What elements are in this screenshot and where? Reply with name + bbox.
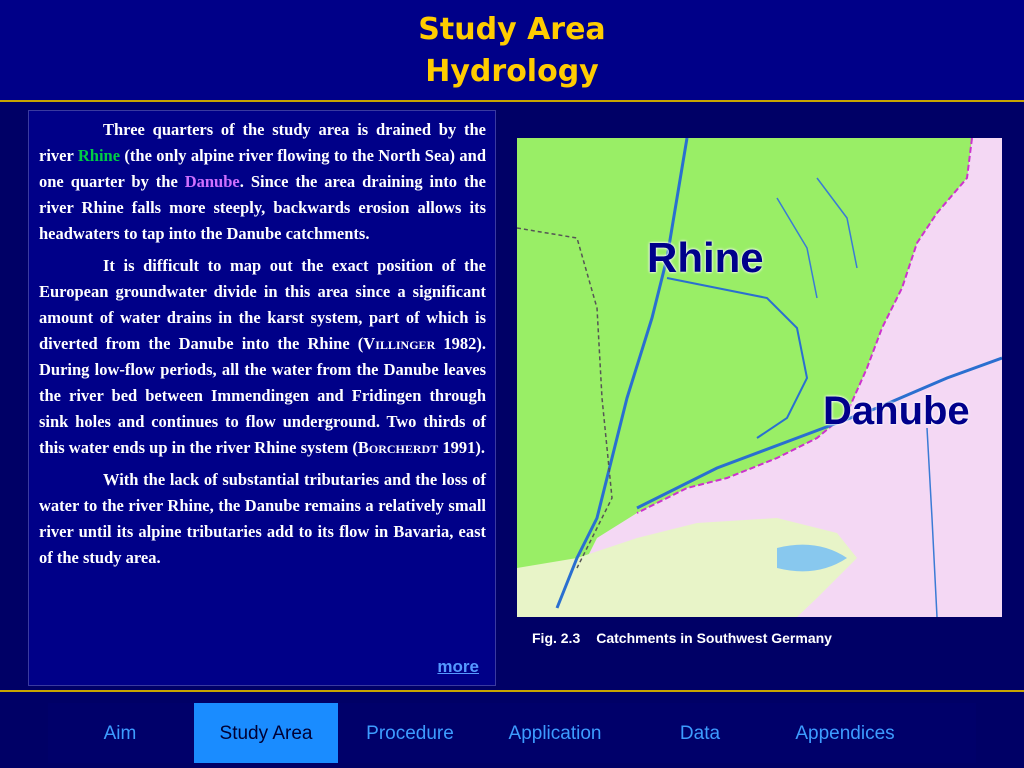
nav-application[interactable]: Application bbox=[508, 723, 602, 744]
p1-text-b: (the only alpine river flowing to the North Sea) and one quarter by the bbox=[39, 146, 486, 191]
nav-appendices[interactable]: Appendices bbox=[795, 723, 895, 744]
figure-number: Fig. 2.3 bbox=[532, 630, 581, 646]
figure-caption bbox=[532, 630, 832, 646]
paragraph-1 bbox=[39, 117, 486, 247]
p2-text-a: It is difficult to map out the exact position of the European groundwater divide in this area since a significant amount of water drains in the karst system, part of which is diverted from the Danube into the Rhine ( bbox=[39, 256, 486, 353]
footer-divider bbox=[0, 690, 1024, 692]
paragraph-3: With the lack of substantial tributaries and the loss of water to the river Rhine, the Danube remains a relatively small river until its alpine tributaries add to its flow in Bavaria, east of the study area. bbox=[39, 470, 486, 567]
citation-villinger: Villinger bbox=[363, 334, 436, 353]
map-graphic bbox=[517, 138, 1002, 617]
rhine-highlight: Rhine bbox=[77, 146, 121, 165]
text-panel bbox=[28, 110, 496, 686]
page-title: Study Area bbox=[418, 12, 606, 47]
danube-highlight: Danube bbox=[184, 172, 240, 191]
catchment-map bbox=[517, 138, 1002, 617]
header-bar bbox=[0, 0, 1024, 102]
page-subtitle: Hydrology bbox=[425, 54, 599, 89]
map-label-danube: Danube bbox=[823, 389, 970, 433]
p1-text-c: . Since the area draining into the river Rhine falls more steeply, backwards erosion allows its headwaters to tap into the Danube catchments. bbox=[39, 172, 486, 243]
citation-borcherdt: Borcherdt bbox=[357, 438, 439, 457]
p1-text-a: Three quarters of the study area is drained by the river bbox=[39, 120, 486, 165]
nav-study-area[interactable]: Study Area bbox=[194, 703, 338, 763]
text-body bbox=[39, 117, 486, 577]
p2-text-b: 1982). During low-flow periods, all the water from the Danube leaves the river bed between Immendingen and Fridingen through sink holes and continues to flow underground. Two thirds of this water ends up in the river Rhine system ( bbox=[39, 334, 486, 457]
paragraph-2 bbox=[39, 253, 486, 461]
map-label-rhine: Rhine bbox=[647, 234, 764, 281]
nav-data[interactable]: Data bbox=[679, 723, 721, 744]
nav-aim[interactable]: Aim bbox=[103, 723, 137, 744]
nav-procedure[interactable]: Procedure bbox=[366, 723, 454, 744]
more-link[interactable]: more bbox=[437, 657, 479, 676]
figure-caption-text: Catchments in Southwest Germany bbox=[596, 630, 832, 646]
nav-bar bbox=[48, 703, 976, 763]
p2-text-c: 1991). bbox=[438, 438, 485, 457]
